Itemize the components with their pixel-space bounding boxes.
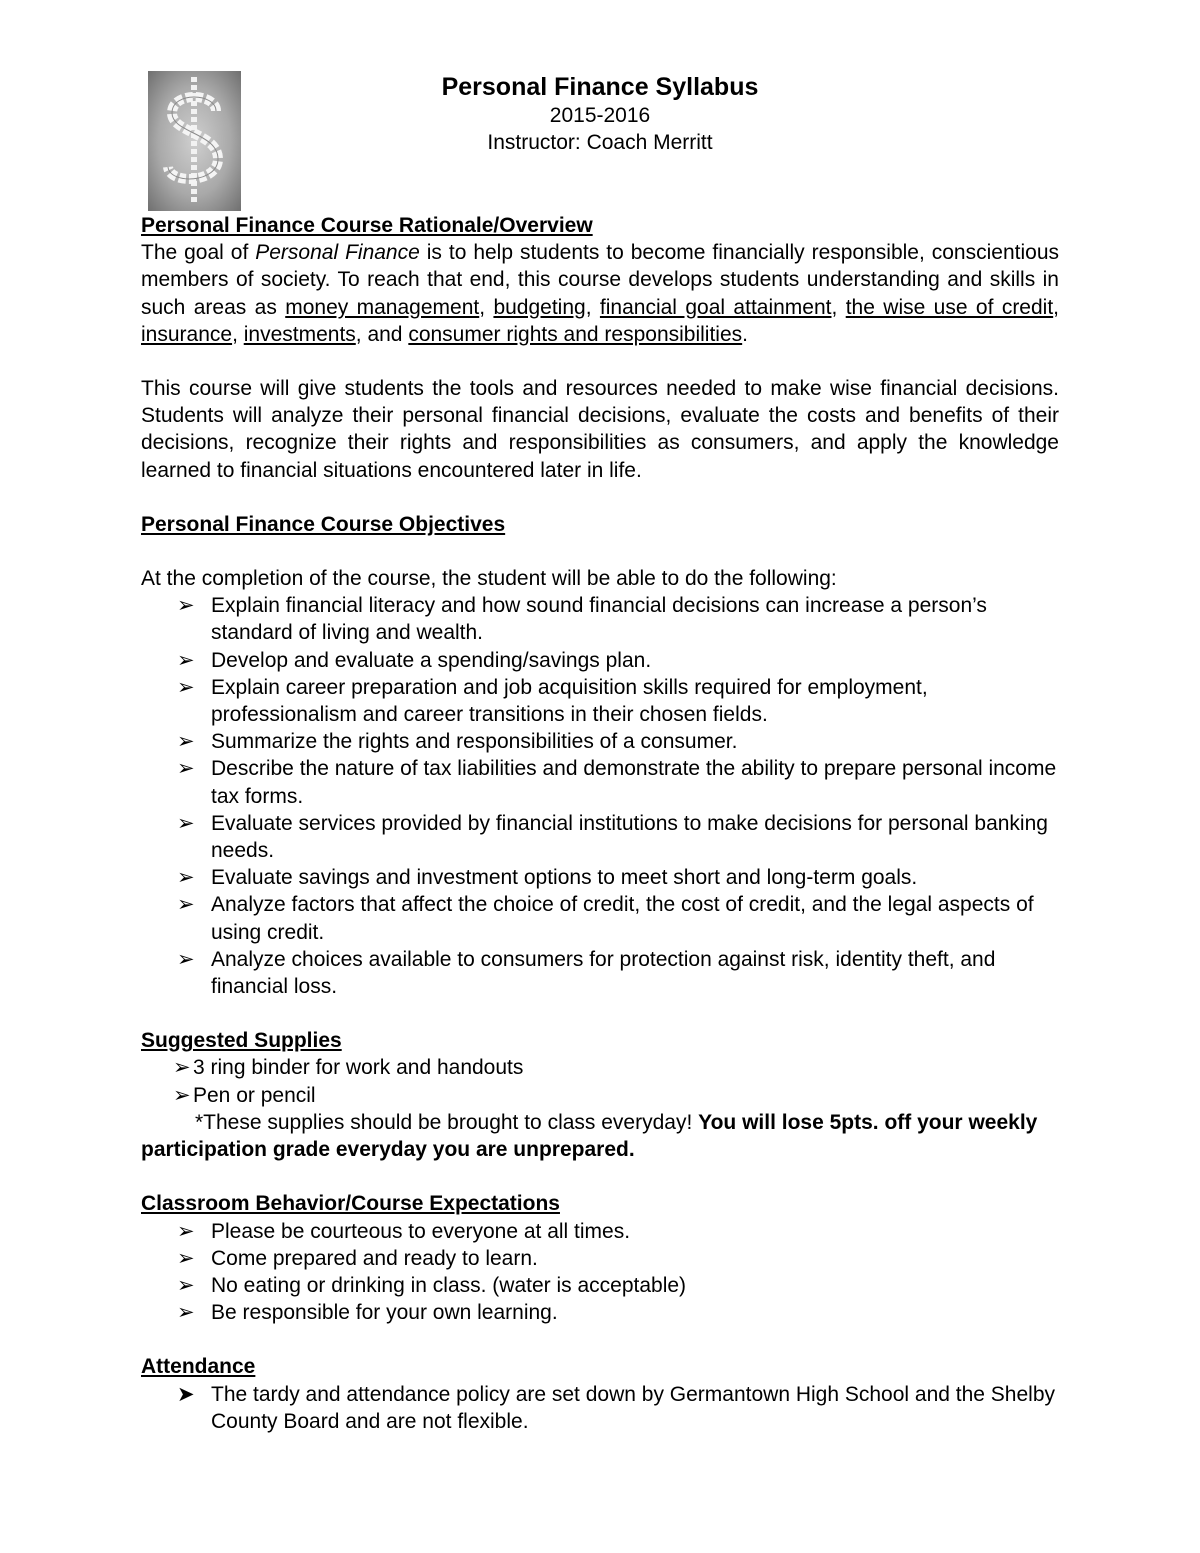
- arrowhead-bullet-icon: ➢: [173, 1056, 191, 1080]
- list-item-text: Explain financial literacy and how sound financial decisions can increase a person’s standard of living and wealth.: [211, 594, 987, 645]
- arrowhead-bullet-icon: ➢: [177, 866, 195, 890]
- arrowhead-bullet-icon: ➢: [177, 757, 195, 781]
- list-item: [177, 592, 1059, 646]
- separator: ,: [831, 295, 846, 319]
- list-item-text: Evaluate savings and investment options to meet short and long-term goals.: [211, 866, 918, 890]
- arrowhead-bullet-icon: ➤: [177, 1382, 195, 1406]
- list-item: [177, 728, 1059, 755]
- list-item: [177, 1299, 1059, 1326]
- arrowhead-bullet-icon: ➢: [177, 1246, 195, 1270]
- list-item: [173, 1054, 1059, 1081]
- list-item-text: Describe the nature of tax liabilities and demonstrate the ability to prepare personal income tax forms.: [211, 757, 1057, 808]
- behavior-heading: Classroom Behavior/Course Expectations: [141, 1192, 560, 1216]
- list-item-text: The tardy and attendance policy are set down by Germantown High School and the Shelby County Board and are not flexible.: [211, 1382, 1056, 1433]
- separator: .: [742, 322, 748, 346]
- arrowhead-bullet-icon: ➢: [177, 675, 195, 699]
- school-year: 2015-2016: [549, 104, 651, 127]
- overview-text: The goal of: [141, 241, 256, 265]
- arrowhead-bullet-icon: ➢: [177, 648, 195, 672]
- separator: ,: [232, 322, 244, 346]
- list-item: [177, 810, 1059, 864]
- list-item-text: Analyze factors that affect the choice of credit, the cost of credit, and the legal aspects of using credit.: [211, 893, 1034, 944]
- objectives-intro: At the completion of the course, the student will be able to do the following:: [141, 567, 837, 591]
- supplies-penalty-text: You will lose 5pts. off your weekly participation grade everyday you are unprepared.: [141, 1110, 1038, 1162]
- list-item: [177, 647, 1059, 674]
- supplies-note-text: *These supplies should be brought to class everyday!: [195, 1110, 699, 1134]
- list-item: [177, 946, 1059, 1000]
- list-item-text: Develop and evaluate a spending/savings plan.: [211, 648, 652, 672]
- arrowhead-bullet-icon: ➢: [177, 730, 195, 754]
- list-item: [177, 755, 1059, 809]
- separator: ,: [585, 295, 600, 319]
- objectives-list: [141, 592, 1059, 1000]
- list-item: [177, 674, 1059, 728]
- list-item-text: Please be courteous to everyone at all times.: [211, 1219, 631, 1243]
- topic-goal-attainment: financial goal attainment: [599, 295, 832, 319]
- separator: ,: [1053, 295, 1060, 319]
- overview-paragraph-2: This course will give students the tools and resources needed to make wise financial decisions. Students will analyze their personal financial decisions, evaluate the costs and benefits of their decisions, recognize their rights and responsibilities as consumers, and apply the knowledge learned to financial situations encountered later in life.: [141, 377, 1059, 482]
- arrowhead-bullet-icon: ➢: [177, 811, 195, 835]
- overview-text: is to help students to become financially responsible, conscientious members of society. To reach that end, this course develops students understanding and skills in such areas as: [141, 241, 1059, 319]
- topic-budgeting: budgeting: [493, 295, 586, 319]
- attendance-list: [141, 1381, 1059, 1435]
- list-item-text: Pen or pencil: [193, 1083, 316, 1107]
- list-item: [177, 864, 1059, 891]
- list-item: [177, 891, 1059, 945]
- arrowhead-bullet-icon: ➢: [177, 1219, 195, 1243]
- page-title: Personal Finance Syllabus: [441, 73, 759, 101]
- list-item-text: Analyze choices available to consumers for protection against risk, identity theft, and financial loss.: [211, 947, 996, 999]
- list-item: [177, 1272, 1059, 1299]
- topic-insurance: insurance: [141, 322, 233, 346]
- list-item: [177, 1245, 1059, 1272]
- behavior-list: [141, 1218, 1059, 1327]
- topic-consumer-rights: consumer rights and responsibilities: [408, 322, 743, 346]
- list-item-text: Explain career preparation and job acquisition skills required for employment, professionalism and career transitions in their chosen fields.: [211, 675, 928, 727]
- list-item-text: Evaluate services provided by financial institutions to make decisions for personal banking needs.: [211, 811, 1048, 863]
- syllabus-content: [141, 212, 1059, 1435]
- supplies-note: [141, 1109, 1059, 1163]
- arrowhead-bullet-icon: ➢: [177, 947, 195, 971]
- topic-investments: investments: [243, 322, 356, 346]
- list-item: [177, 1218, 1059, 1245]
- list-item-text: Summarize the rights and responsibilities of a consumer.: [211, 730, 738, 754]
- list-item: [173, 1082, 1059, 1109]
- topic-credit: the wise use of credit: [845, 295, 1054, 319]
- list-item-text: Come prepared and ready to learn.: [211, 1246, 538, 1270]
- list-item-text: No eating or drinking in class. (water is acceptable): [211, 1273, 687, 1297]
- attendance-heading: Attendance: [141, 1355, 256, 1379]
- arrowhead-bullet-icon: ➢: [177, 893, 195, 917]
- arrowhead-bullet-icon: ➢: [177, 1301, 195, 1325]
- supplies-list: [141, 1054, 1059, 1108]
- arrowhead-bullet-icon: ➢: [177, 1273, 195, 1297]
- arrowhead-bullet-icon: ➢: [173, 1083, 191, 1107]
- objectives-heading: Personal Finance Course Objectives: [141, 512, 506, 536]
- list-item-text: 3 ring binder for work and handouts: [193, 1056, 524, 1080]
- separator: , and: [355, 322, 409, 346]
- instructor-line: Instructor: Coach Merritt: [487, 131, 713, 154]
- arrowhead-bullet-icon: ➢: [177, 594, 195, 618]
- document-header: [0, 72, 1200, 156]
- supplies-heading: Suggested Supplies: [141, 1029, 342, 1053]
- course-name-italic: Personal Finance: [255, 241, 420, 265]
- list-item-text: Be responsible for your own learning.: [211, 1301, 558, 1325]
- separator: ,: [479, 295, 494, 319]
- topic-money-management: money management: [285, 295, 480, 319]
- overview-paragraph-1: [141, 239, 1059, 348]
- list-item: [177, 1381, 1059, 1435]
- overview-heading: Personal Finance Course Rationale/Overview: [141, 214, 593, 237]
